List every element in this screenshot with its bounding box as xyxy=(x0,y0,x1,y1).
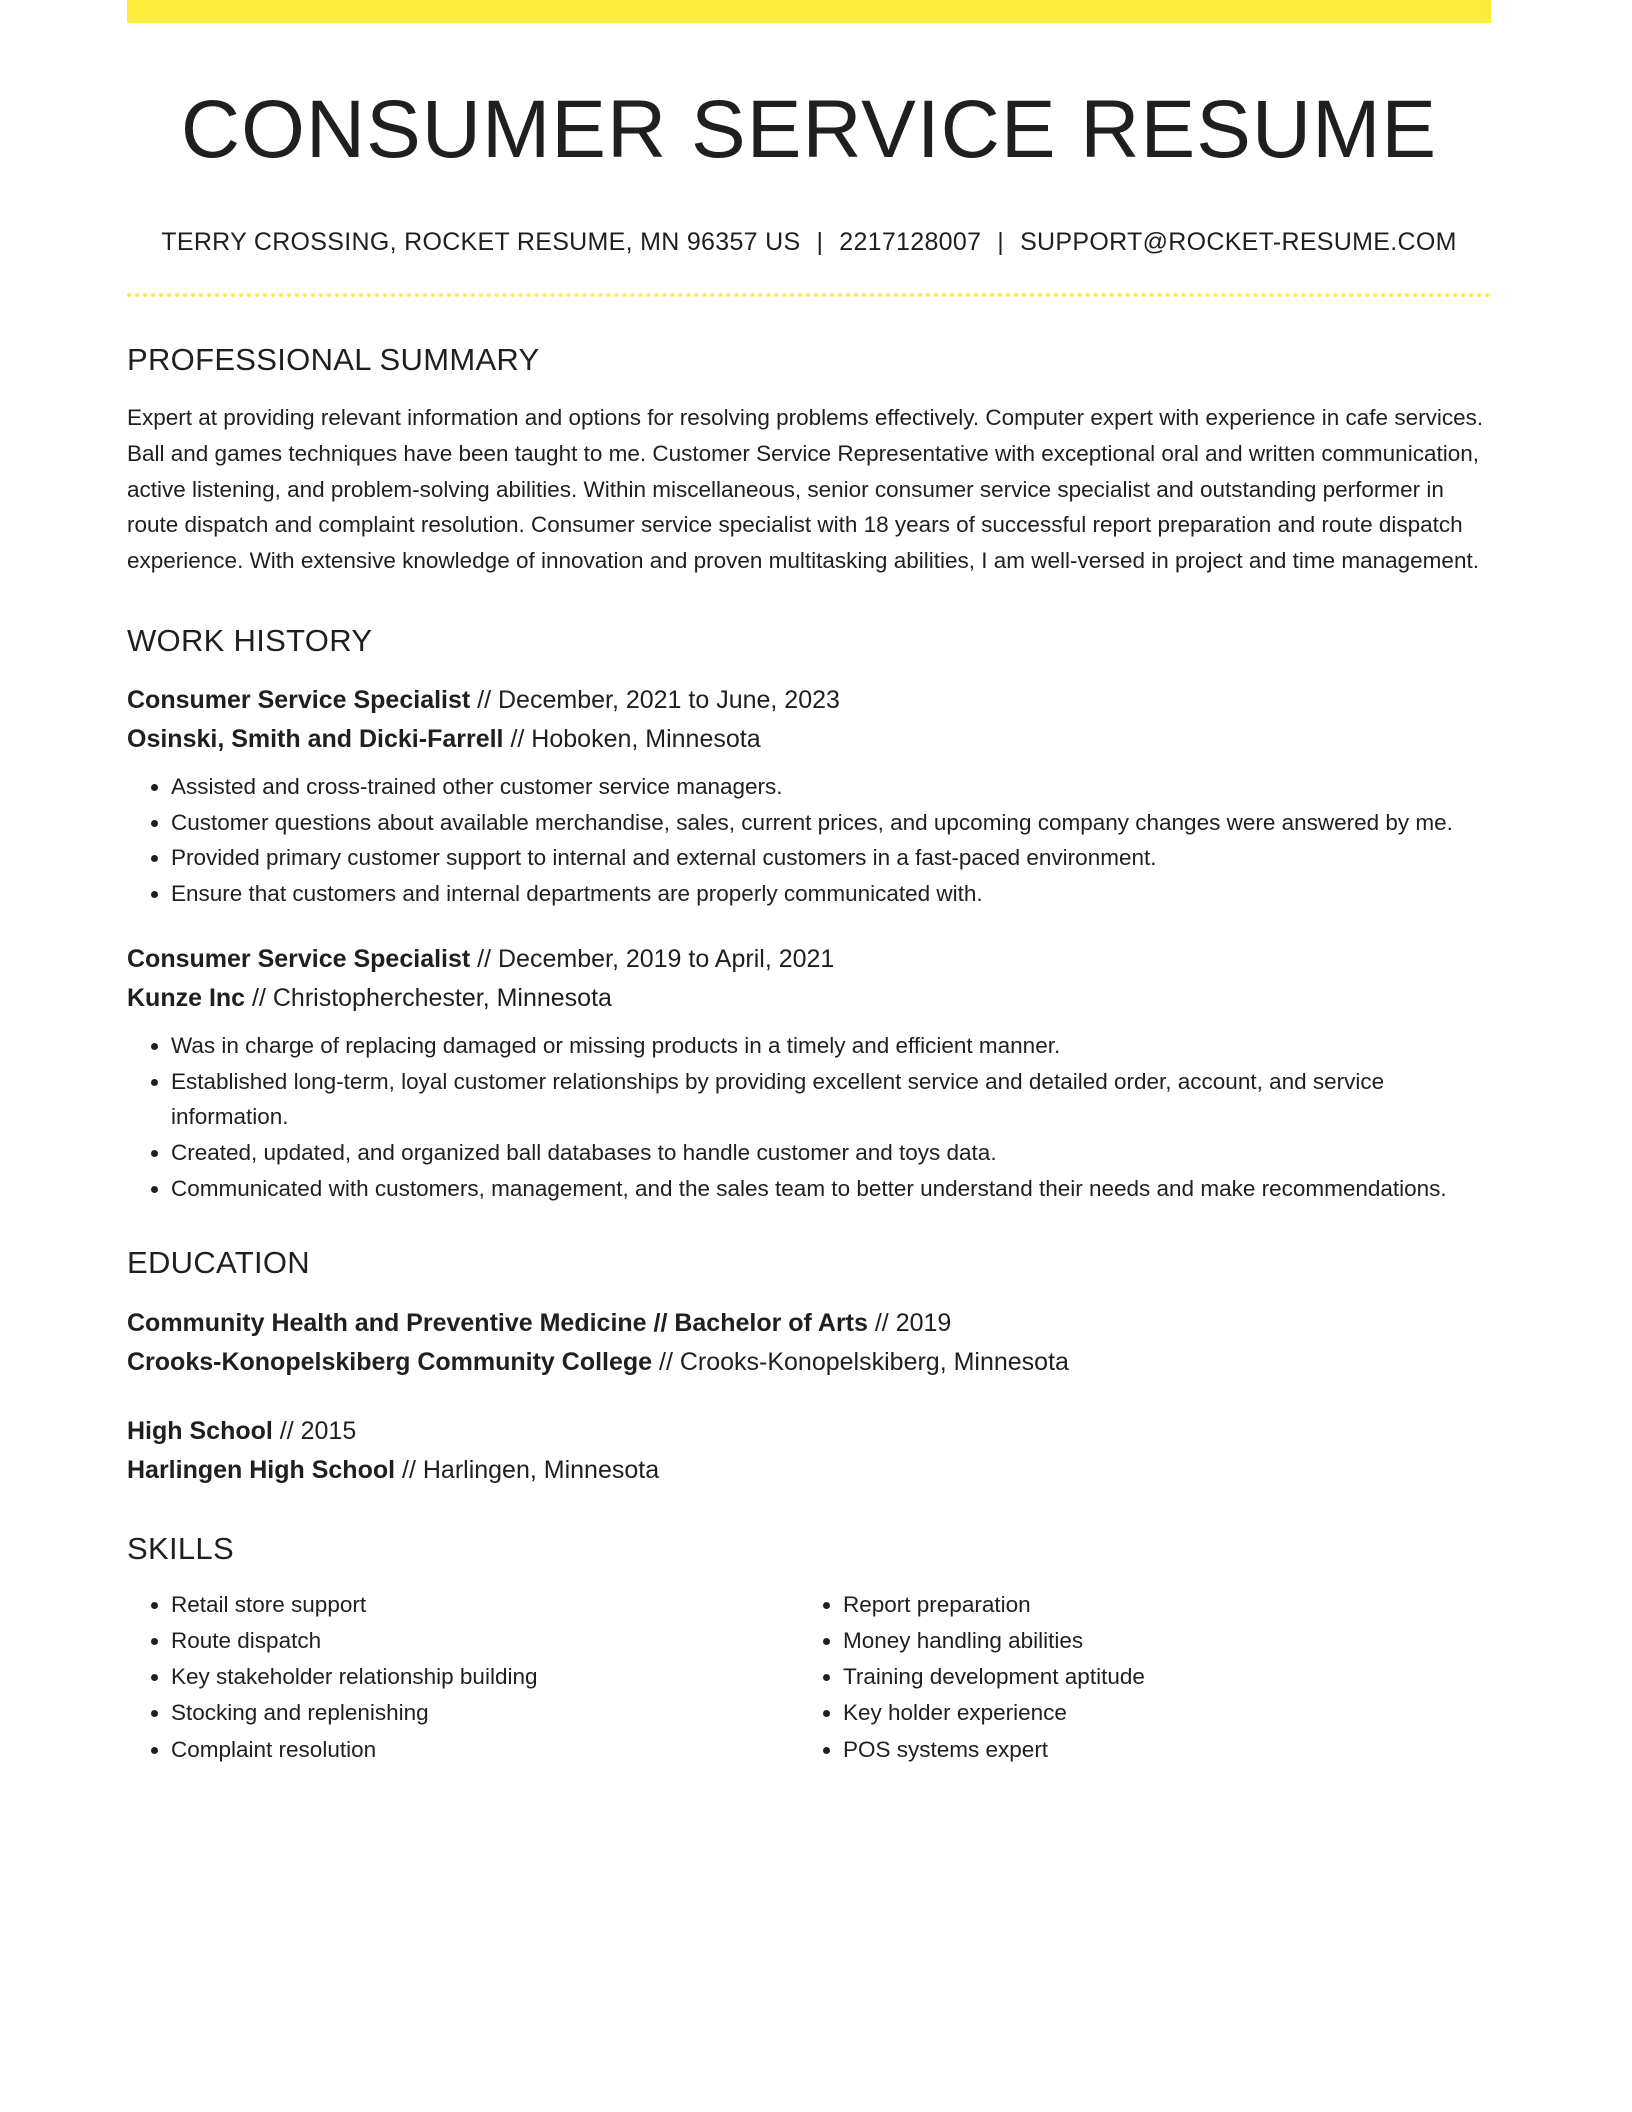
skill-item: • Key holder experience xyxy=(843,1695,1471,1731)
summary-heading: PROFESSIONAL SUMMARY xyxy=(127,342,540,378)
education-school-line xyxy=(127,1343,1491,1382)
job-company-line xyxy=(127,979,1491,1018)
skills-columns xyxy=(127,1587,1491,1768)
job-title-line xyxy=(127,940,1491,979)
skills-list-left xyxy=(127,1587,799,1768)
education-location: // Harlingen, Minnesota xyxy=(395,1455,660,1484)
skill-item: • Complaint resolution xyxy=(171,1732,799,1768)
job-bullet: • Customer questions about available merchandise, sales, current prices, and upcoming company changes were answered by me. xyxy=(171,805,1491,841)
job-company: Kunze Inc xyxy=(127,983,246,1012)
skill-item: • Training development aptitude xyxy=(843,1659,1471,1695)
job-bullet: • Ensure that customers and internal departments are properly communicated with. xyxy=(171,876,1491,912)
job-dates: // December, 2021 to June, 2023 xyxy=(470,686,840,715)
contact-email: SUPPORT@ROCKET-RESUME.COM xyxy=(1020,228,1457,257)
job-company: Osinski, Smith and Dicki-Farrell xyxy=(127,725,504,754)
education-heading: EDUCATION xyxy=(127,1245,310,1281)
job-location: // Christopherchester, Minnesota xyxy=(245,983,612,1012)
education-school: Crooks-Konopelskiberg Community College xyxy=(127,1347,653,1376)
accent-top-bar xyxy=(127,0,1491,23)
education-location: // Crooks-Konopelskiberg, Minnesota xyxy=(652,1347,1069,1376)
skill-item: • Report preparation xyxy=(843,1587,1471,1623)
education-entry xyxy=(127,1304,1491,1382)
job-bullet: • Established long-term, loyal customer relationships by providing excellent service and detailed order, account, and service information. xyxy=(171,1064,1491,1135)
job-bullet: • Provided primary customer support to internal and external customers in a fast-paced environment. xyxy=(171,840,1491,876)
job-entry xyxy=(127,681,1491,912)
skill-item: • POS systems expert xyxy=(843,1732,1471,1768)
education-degree: Community Health and Preventive Medicine // Bachelor of Arts xyxy=(127,1308,868,1337)
job-company-line xyxy=(127,720,1491,759)
education-year: // 2015 xyxy=(272,1416,357,1445)
job-title-line xyxy=(127,681,1491,720)
skill-item: • Money handling abilities xyxy=(843,1623,1471,1659)
contact-separator: | xyxy=(997,228,1005,257)
skill-item: • Retail store support xyxy=(171,1587,799,1623)
job-dates: // December, 2019 to April, 2021 xyxy=(470,944,835,973)
education-school: Harlingen High School xyxy=(127,1455,396,1484)
resume-page xyxy=(127,0,1491,1768)
skills-heading: SKILLS xyxy=(127,1530,234,1566)
contact-phone: 2217128007 xyxy=(839,228,982,257)
job-bullets xyxy=(127,769,1491,912)
contact-address: TERRY CROSSING, ROCKET RESUME, MN 96357 US xyxy=(161,228,801,257)
contact-line xyxy=(127,227,1491,257)
contact-separator: | xyxy=(816,228,824,257)
job-entry xyxy=(127,940,1491,1207)
job-location: // Hoboken, Minnesota xyxy=(503,725,761,754)
education-year: // 2019 xyxy=(867,1308,952,1337)
job-bullet: • Was in charge of replacing damaged or missing products in a timely and efficient manner. xyxy=(171,1028,1491,1064)
job-title: Consumer Service Specialist xyxy=(127,686,471,715)
job-bullets xyxy=(127,1028,1491,1207)
education-degree-line xyxy=(127,1304,1491,1343)
education-degree-line xyxy=(127,1412,1491,1451)
job-bullet: • Created, updated, and organized ball databases to handle customer and toys data. xyxy=(171,1135,1491,1171)
skill-item: • Stocking and replenishing xyxy=(171,1695,799,1731)
work-history-heading: WORK HISTORY xyxy=(127,622,373,658)
resume-title: CONSUMER SERVICE RESUME xyxy=(180,84,1438,175)
dotted-divider xyxy=(127,293,1491,297)
education-degree: High School xyxy=(127,1416,273,1445)
skill-item: • Route dispatch xyxy=(171,1623,799,1659)
summary-text: Expert at providing relevant information and options for resolving problems effectively. Computer expert with experience in cafe services. Ball and games techniques have been taught to me. Customer Service Representative with exceptional oral and written communication, active listening, and problem-solving abilities. Within miscellaneous, senior consumer service specialist and outstanding performer in route dispatch and complaint resolution. Consumer service specialist with 18 years of successful report preparation and route dispatch experience. With extensive knowledge of innovation and proven multitasking abilities, I am well-versed in project and time management. xyxy=(127,405,1484,574)
education-school-line xyxy=(127,1451,1491,1490)
job-title: Consumer Service Specialist xyxy=(127,944,471,973)
education-entry xyxy=(127,1412,1491,1490)
skill-item: • Key stakeholder relationship building xyxy=(171,1659,799,1695)
job-bullet: • Assisted and cross-trained other customer service managers. xyxy=(171,769,1491,805)
skills-list-right xyxy=(799,1587,1471,1768)
job-bullet: • Communicated with customers, management, and the sales team to better understand their needs and make recommendations. xyxy=(171,1171,1491,1207)
